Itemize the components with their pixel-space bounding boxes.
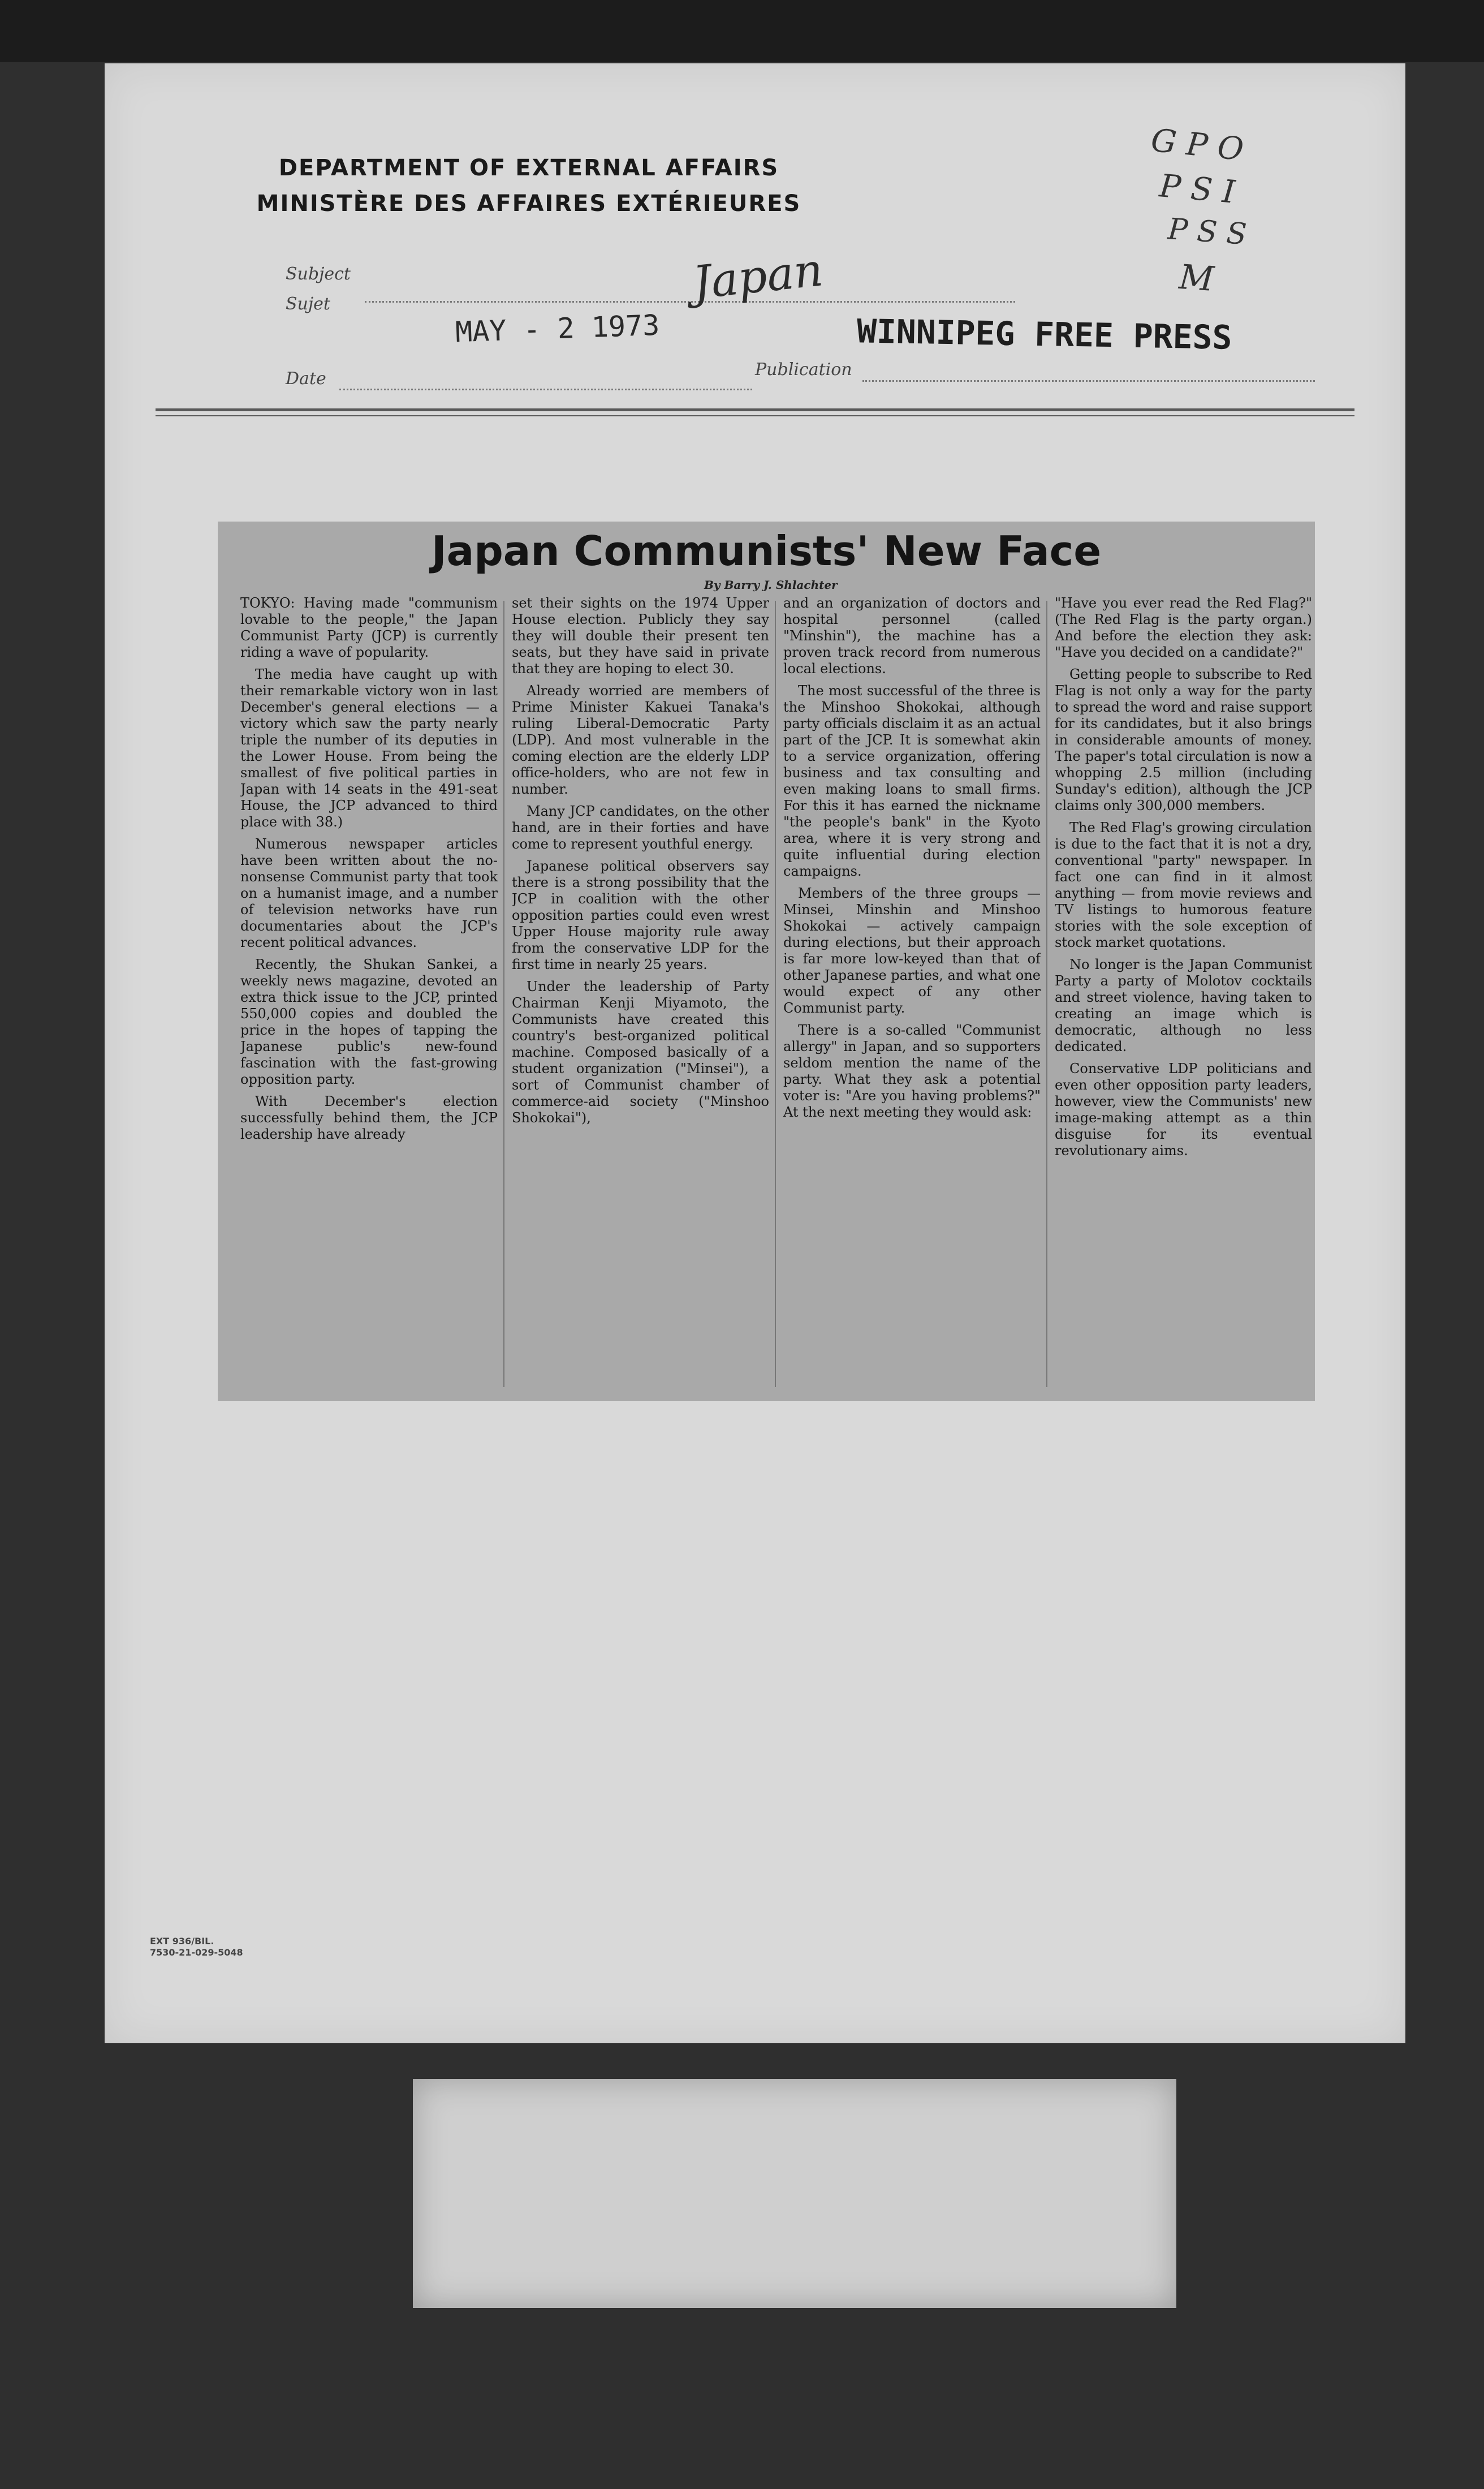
handwritten-note-3: P S S xyxy=(1167,212,1248,252)
paragraph: set their sights on the 1974 Upper House election. Publicly they say they will double their present ten seats, but they have said in private that they are hoping to elect 30. xyxy=(512,595,769,677)
subject-value: Japan xyxy=(690,243,826,309)
document-sheet xyxy=(105,63,1405,2043)
paragraph: The media have caught up with their remarkable victory won in last December's general elections — a victory which saw the party nearly triple the number of its deputies in the Lower House. From being the smallest of five political parties in Japan with 14 seats in the 491-seat House, the JCP advanced to third place with 38.) xyxy=(240,666,498,830)
paragraph: TOKYO: Having made "communism lovable to the people," the Japan Communist Party (JCP) is currently riding a wave of popularity. xyxy=(240,595,498,660)
article-column-3 xyxy=(783,595,1041,1393)
article-headline: Japan Communists' New Face xyxy=(431,527,1102,575)
form-code-line: EXT 936/BIL. xyxy=(150,1936,214,1947)
department-name-french: MINISTÈRE DES AFFAIRES EXTÉRIEURES xyxy=(256,191,801,217)
publication-stamp: WINNIPEG FREE PRESS xyxy=(856,312,1233,357)
article-column-4 xyxy=(1055,595,1312,1393)
date-line xyxy=(339,389,752,390)
handwritten-note-4: M xyxy=(1177,257,1215,300)
publication-label: Publication xyxy=(755,360,852,380)
form-code xyxy=(150,1936,243,1958)
subject-label: Subject xyxy=(286,264,351,284)
department-name-english: DEPARTMENT OF EXTERNAL AFFAIRS xyxy=(278,155,779,181)
paragraph: "Have you ever read the Red Flag?" (The Red Flag is the party organ.) And before the election they ask: "Have you decided on a candidate?" xyxy=(1055,595,1312,660)
form-code-line: 7530-21-029-5048 xyxy=(150,1947,243,1958)
paragraph: Under the leadership of Party Chairman Kenji Miyamoto, the Communists have created this country's best-organized political machine. Composed basically of a student organization ("Minsei"), a sort of Communist chamber of commerce-aid society ("Minshoo Shokokai"), xyxy=(512,979,769,1126)
column-divider xyxy=(1046,601,1047,1387)
article-column-1 xyxy=(240,595,498,1393)
paragraph: Getting people to subscribe to Red Flag is not only a way for the party to spread the word and raise support for its candidates, but it also brings in considerable amounts of money. The paper's total circulation is now a whopping 2.5 million (including Sunday's edition), although the JCP claims only 300,000 members. xyxy=(1055,666,1312,813)
article-column-2 xyxy=(512,595,769,1393)
subject-line xyxy=(365,301,1015,303)
header-rule xyxy=(156,408,1354,411)
publication-line xyxy=(862,380,1315,382)
column-divider xyxy=(503,601,504,1387)
article-byline: By Barry J. Shlachter xyxy=(704,578,838,592)
handwritten-note-1: G P O xyxy=(1149,122,1245,169)
paragraph: The Red Flag's growing circulation is due to the fact that it is not a dry, conventional "party" newspaper. In fact one can find in it almost anything — from movie reviews and TV listings to humorous feature stories with the sole exception of stock market quotations. xyxy=(1055,820,1312,950)
newspaper-clipping xyxy=(218,522,1315,1401)
paragraph: The most successful of the three is the Minshoo Shokokai, although party officials disclaim it as an actual part of the JCP. It is somewhat akin to a service organization, offering business and tax consulting and even making loans to small firms. For this it has earned the nickname "the people's bank" in the Kyoto area, where it is very strong and quite influential during election campaigns. xyxy=(783,683,1041,879)
paragraph: Japanese political observers say there is a strong possibility that the JCP in coalition with the other opposition parties could even wrest Upper House majority rule away from the conservative LDP for the first time in nearly 25 years. xyxy=(512,858,769,972)
paragraph: Conservative LDP politicians and even other opposition party leaders, however, view the Communists' new image-making attempt as a thin disguise for its eventual revolutionary aims. xyxy=(1055,1061,1312,1159)
handwritten-note-2: P S I xyxy=(1158,167,1237,211)
paragraph: There is a so-called "Communist allergy" in Japan, and so supporters seldom mention the name of the party. What they ask a potential voter is: "Are you having problems?" At the next meeting they would ask: xyxy=(783,1022,1041,1120)
paragraph: Numerous newspaper articles have been written about the no-nonsense Communist party that took on a humanist image, and a number of television networks have run documentaries about the JCP's recent political advances. xyxy=(240,836,498,950)
date-label: Date xyxy=(286,369,326,389)
paragraph: No longer is the Japan Communist Party a party of Molotov cocktails and street violence, having taken to creating an image which is democratic, although no less dedicated. xyxy=(1055,957,1312,1054)
paragraph: Members of the three groups — Minsei, Minshin and Minshoo Shokokai — actively campaign during elections, but their approach is far more low-keyed than that of other Japanese parties, and what one would expect of any other Communist party. xyxy=(783,885,1041,1016)
paragraph: Many JCP candidates, on the other hand, are in their forties and have come to represent youthful energy. xyxy=(512,803,769,852)
paragraph: and an organization of doctors and hospital personnel (called "Minshin"), the machine has a proven track record from numerous local elections. xyxy=(783,595,1041,677)
column-divider xyxy=(775,601,776,1387)
header-rule-thin xyxy=(156,415,1354,416)
paragraph: Already worried are members of Prime Minister Kakuei Tanaka's ruling Liberal-Democratic Party (LDP). And most vulnerable in the coming election are the elderly LDP office-holders, who are not few in number. xyxy=(512,683,769,797)
date-stamp: MAY - 2 1973 xyxy=(455,308,661,349)
next-film-frame xyxy=(413,2079,1176,2308)
paragraph: Recently, the Shukan Sankei, a weekly news magazine, devoted an extra thick issue to the JCP, printed 550,000 copies and doubled the price in the hopes of tapping the Japanese public's new-found fascination with the fast-growing opposition party. xyxy=(240,957,498,1087)
sujet-label: Sujet xyxy=(286,294,330,314)
paragraph: With December's election successfully behind them, the JCP leadership have already xyxy=(240,1093,498,1142)
film-border-top xyxy=(0,0,1484,62)
